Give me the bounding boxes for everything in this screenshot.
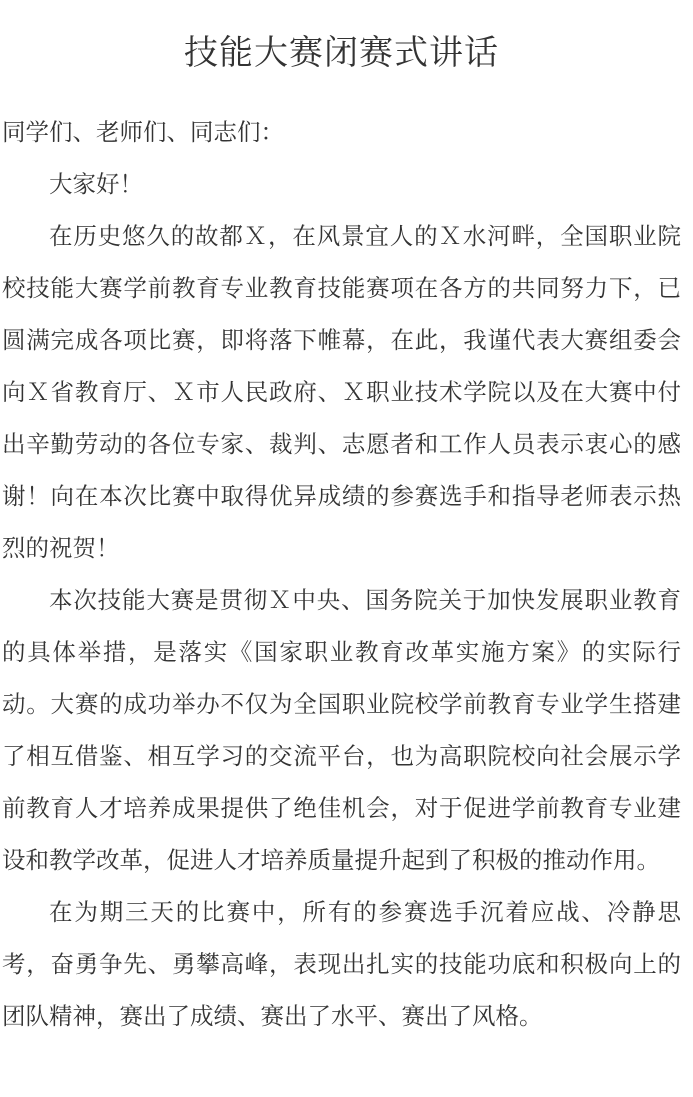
paragraph-greeting: 大家好！ <box>49 170 143 198</box>
paragraph-significance: 本次技能大赛是贯彻Ｘ中央、国务院关于加快发展职业教育的具体举措，是落实《国家职业教育改革实施方案》的实际行动。大赛的成功举办不仅为全国职业院校学前教育专业学生搭建了相互借鉴、相互学习的交流平台，也为高职院校向社会展示学前教育人才培养成果提供了绝佳机会，对于促进学前教育专业建设和教学改革，促进人才培养质量提升起到了积极的推动作用。 <box>2 586 681 874</box>
paragraph-thanks: 在历史悠久的故都Ｘ，在风景宜人的Ｘ水河畔，全国职业院校技能大赛学前教育专业教育技能赛项在各方的共同努力下，已圆满完成各项比赛，即将落下帷幕，在此，我谨代表大赛组委会向Ｘ省教育厅、Ｘ市人民政府、Ｘ职业技术学院以及在大赛中付出辛勤劳动的各位专家、裁判、志愿者和工作人员表示衷心的感谢！向在本次比赛中取得优异成绩的参赛选手和指导老师表示热烈的祝贺！ <box>2 222 681 562</box>
document-title: 技能大赛闭赛式讲话 <box>184 33 499 73</box>
paragraph-performance: 在为期三天的比赛中，所有的参赛选手沉着应战、冷静思考，奋勇争先、勇攀高峰，表现出扎实的技能功底和积极向上的团队精神，赛出了成绩、赛出了水平、赛出了风格。 <box>2 898 681 1030</box>
document-body <box>2 106 681 1042</box>
salutation: 同学们、老师们、同志们： <box>2 118 284 146</box>
